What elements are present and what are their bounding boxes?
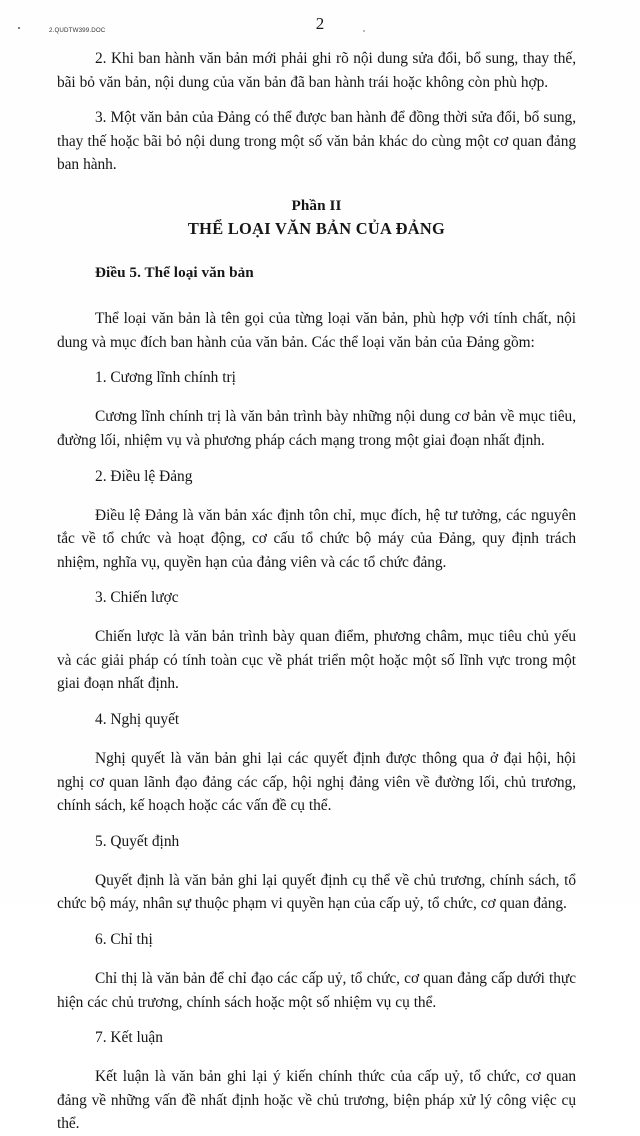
page-number: 2 — [315, 14, 325, 33]
scan-speck-icon — [18, 27, 20, 29]
page-header — [0, 14, 640, 46]
item-heading-4: 4. Nghị quyết — [95, 711, 180, 729]
item-body-2: Điều lệ Đảng là văn bản xác định tôn chỉ, mục đích, hệ tư tưởng, các nguyên tắc về tổ chức và hoạt động, cơ cấu tổ chức bộ máy của Đảng, quy định trách nhiệm, nghĩa vụ, quyền hạn của đảng viên và các tổ chức đảng. — [57, 506, 576, 571]
item-body-4: Nghị quyết là văn bản ghi lại các quyết định được thông qua ở đại hội, hội nghị cơ quan lãnh đạo đảng các cấp, hội nghị đảng viên về đường lối, chủ trương, chính sách, kế hoạch hoặc các vấn đề cụ thể. — [57, 750, 576, 815]
part-heading-block — [57, 195, 576, 241]
item-body-5: Quyết định là văn bản ghi lại quyết định cụ thể về chủ trương, chính sách, tổ chức bộ máy, nhân sự thuộc phạm vi quyền hạn của cấp uỷ, tổ chức, cơ quan đảng. — [57, 871, 576, 913]
scan-speck-icon — [363, 30, 365, 32]
part-title: THỂ LOẠI VĂN BẢN CỦA ĐẢNG — [187, 218, 446, 238]
item-body-6: Chỉ thị là văn bản để chỉ đạo các cấp uỷ, tổ chức, cơ quan đảng cấp dưới thực hiện các chủ trương, chính sách hoặc một số nhiệm vụ cụ thể. — [57, 969, 576, 1011]
paragraph-spacer — [57, 299, 576, 307]
document-code-label: 2.QUDTW399.DOC — [49, 27, 106, 34]
item-heading-7: 7. Kết luận — [95, 1029, 163, 1047]
item-heading-2: 2. Điều lệ Đảng — [95, 467, 193, 485]
article-intro-paragraph: Thể loại văn bản là tên gọi của từng loại văn bản, phù hợp với tính chất, nội dung và mục đích ban hành của văn bản. Các thể loại văn bản của Đảng gồm: — [57, 310, 576, 351]
item-heading-1: 1. Cương lĩnh chính trị — [95, 369, 236, 387]
paragraph-spacer — [57, 94, 576, 106]
item-heading-6: 6. Chỉ thị — [95, 930, 153, 948]
document-body — [57, 47, 576, 1136]
clause-2-paragraph: 2. Khi ban hành văn bản mới phải ghi rõ nội dung sửa đổi, bổ sung, thay thế, bãi bỏ văn bản, nội dung của văn bản đã ban hành trái hoặc không còn phù hợp. — [57, 50, 576, 91]
item-body-3: Chiến lược là văn bản trình bày quan điểm, phương châm, mục tiêu chủ yếu và các giải pháp có tính toàn cục về phát triển một hoặc một số lĩnh vực trong một giai đoạn nhất định. — [57, 628, 576, 693]
item-body-1: Cương lĩnh chính trị là văn bản trình bày những nội dung cơ bản về mục tiêu, đường lối, nhiệm vụ và phương pháp cách mạng trong một giai đoạn nhất định. — [57, 408, 576, 449]
article-heading: Điều 5. Thể loại văn bản — [95, 263, 254, 281]
clause-3-paragraph: 3. Một văn bản của Đảng có thể được ban hành để đồng thời sửa đổi, bổ sung, thay thế hoặc bãi bỏ nội dung trong một số văn bản khác do cùng một cơ quan đảng ban hành. — [57, 109, 576, 174]
item-body-7: Kết luận là văn bản ghi lại ý kiến chính thức của cấp uỷ, tổ chức, cơ quan đảng về những vấn đề nhất định hoặc về chủ trương, biện pháp xử lý công việc cụ thể. — [57, 1068, 576, 1133]
item-heading-5: 5. Quyết định — [95, 832, 180, 850]
item-heading-3: 3. Chiến lược — [95, 589, 179, 607]
part-label: Phần II — [291, 196, 342, 214]
